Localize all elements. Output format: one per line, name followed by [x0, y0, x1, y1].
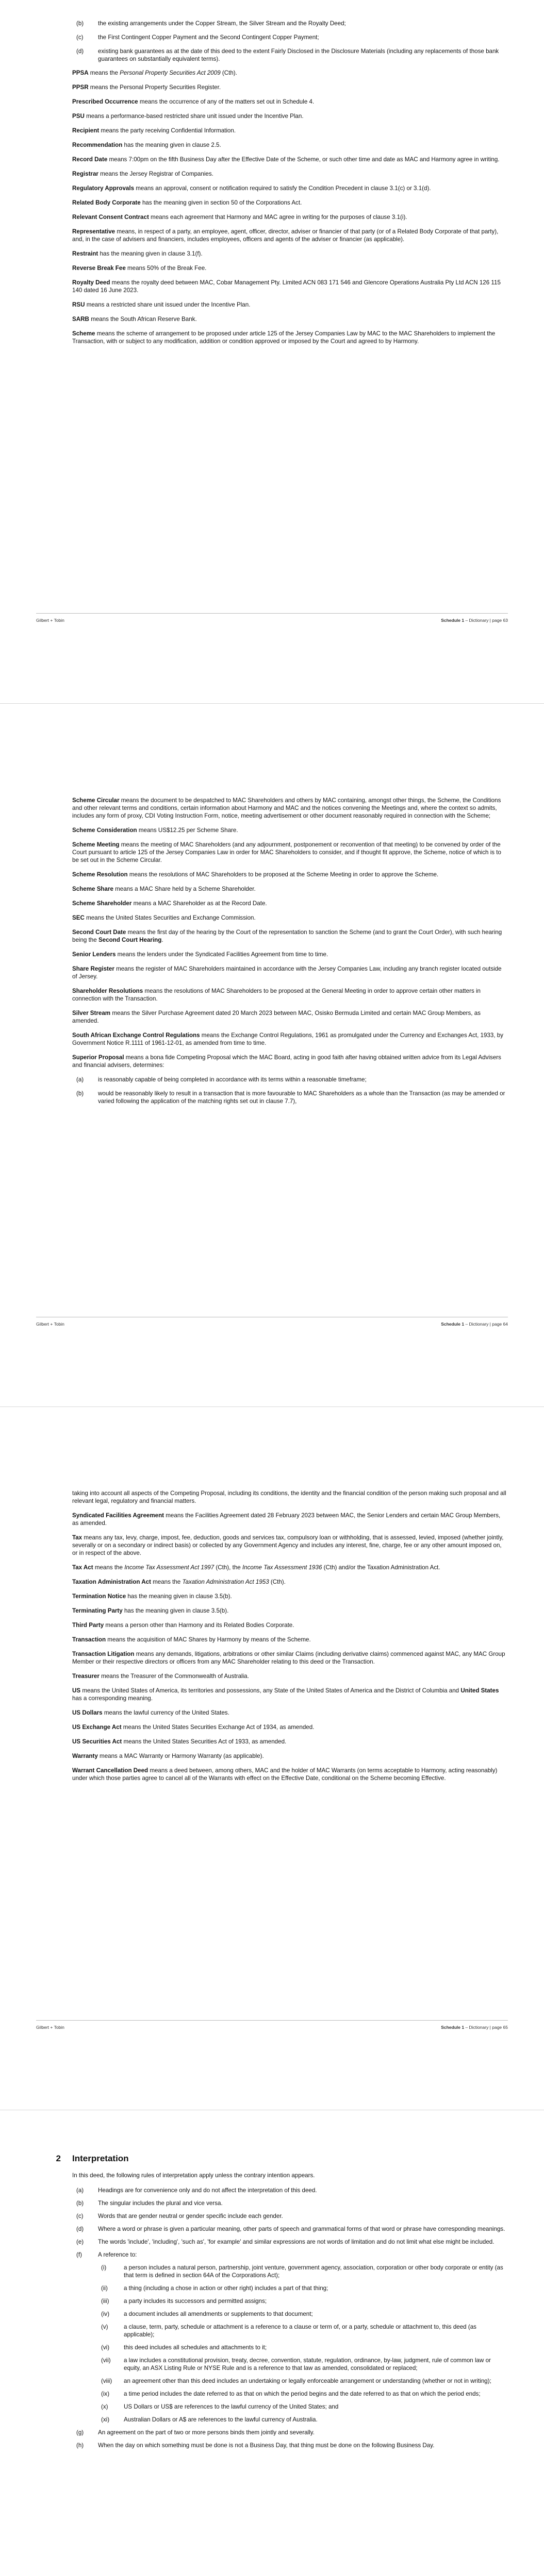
- list-subitem: (iv) a document includes all amendments or supplements to that document;: [101, 2311, 313, 2317]
- definition: Tax Act means the Income Tax Assessment Act 1997 (Cth), the Income Tax Assessment 1936 (Cth) and/or the Taxation Administration Act.: [72, 1564, 440, 1571]
- definition: Superior Proposal means a bona fide Competing Proposal which the MAC Board, acting in good faith after having obtained written advice from its Legal Advisers and financial advisers, determines:: [72, 1054, 501, 1069]
- list-item: (d) Where a word or phrase is given a particular meaning, other parts of speech and grammatical forms of that word or phrase have corresponding meanings.: [76, 2226, 505, 2232]
- section-heading: [28, 2155, 508, 2162]
- definition: RSU means a restricted share unit issued under the Incentive Plan.: [72, 301, 251, 308]
- definition: Registrar means the Jersey Registrar of Companies.: [72, 171, 213, 177]
- definition: South African Exchange Control Regulations means the Exchange Control Regulations, 1961 as promulgated under the Currency and Exchanges Act, 1933, by Government Notice R.1111 of 1961-12-01, as amended from time to time.: [72, 1032, 504, 1046]
- footer-firm: Gilbert + Tobin: [36, 618, 64, 623]
- list-item: (a) Headings are for convenience only and do not affect the interpretation of this deed.: [76, 2187, 317, 2194]
- definition: Shareholder Resolutions means the resolutions of MAC Shareholders to be proposed at the General Meeting in order to approve certain other matters in connection with the Transaction.: [72, 988, 481, 1002]
- document-page-66: [0, 2110, 544, 2576]
- definition: PPSR means the Personal Property Securities Register.: [72, 84, 221, 91]
- section-title: Interpretation: [72, 2154, 129, 2163]
- definition: Tax means any tax, levy, charge, impost, fee, deduction, goods and services tax, compulsory loan or withholding, that is assessed, levied, imposed (whether jointly, severally or on a secondary or indirect basis) or collected by any Government Agency and includes any interest, fine, charge, fee or any other amount imposed on, or in respect of the above.: [72, 1534, 504, 1556]
- list-subitem: (viii) an agreement other than this deed includes an undertaking or legally enforceable arrangement or understanding (whether or not in writing);: [101, 2378, 491, 2384]
- footer-firm: Gilbert + Tobin: [36, 2025, 64, 2030]
- definition: Scheme Consideration means US$12.25 per Scheme Share.: [72, 827, 238, 834]
- definition: Scheme Share means a MAC Share held by a Scheme Shareholder.: [72, 886, 256, 892]
- definition: SARB means the South African Reserve Bank.: [72, 316, 197, 323]
- list-subitem: (vii) a law includes a constitutional provision, treaty, decree, convention, statute, regulation, ordinance, by-law, judgment, rule of common law or equity, an ASX Listing Rule or NYSE Rule and is a reference to that law as amended, consolidated or replaced;: [101, 2357, 491, 2371]
- definition: US Dollars means the lawful currency of the United States.: [72, 1709, 229, 1716]
- footer-page-ref: Schedule 1 – Dictionary | page 65: [441, 2025, 508, 2030]
- document-page-64: [0, 703, 544, 1406]
- definition: Restraint has the meaning given in clause 3.1(f).: [72, 250, 203, 257]
- list-item: (e) The words 'include', 'including', 'such as', 'for example' and similar expressions are not words of limitation and do not limit what else might be included.: [76, 2239, 494, 2245]
- definition: Second Court Date means the first day of the hearing by the Court of the representation to sanction the Scheme (and to grant the Court Order), with such hearing being the Second Court Hearing.: [72, 929, 502, 943]
- section-intro: In this deed, the following rules of interpretation apply unless the contrary intention appears.: [72, 2172, 315, 2179]
- page-footer: [36, 613, 508, 623]
- definition: Regulatory Approvals means an approval, consent or notification required to satisfy the Condition Precedent in clause 3.1(c) or 3.1(d).: [72, 185, 431, 192]
- list-subitem: (xi) Australian Dollars or A$ are references to the lawful currency of Australia.: [101, 2416, 318, 2423]
- definition: Representative means, in respect of a party, an employee, agent, officer, director, adviser or financier of that party (or of a Related Body Corporate of that party), and, in the case of advisers and financiers, includes employees, officers and agents of the adviser or financier (as applicable).: [72, 228, 499, 243]
- list-item: (f) A reference to:: [76, 2251, 137, 2258]
- list-subitem: (v) a clause, term, party, schedule or attachment is a reference to a clause or term of, or a party, schedule or attachment to, this deed (as applicable);: [101, 2324, 476, 2338]
- list-item: (d) existing bank guarantees as at the date of this deed to the extent Fairly Disclosed in the Disclosure Materials (including any replacements of those bank guarantees on substantially equivalent terms).: [76, 48, 499, 62]
- footer-page-ref: Schedule 1 – Dictionary | page 64: [441, 1321, 508, 1327]
- definition: Recommendation has the meaning given in clause 2.5.: [72, 142, 221, 148]
- definition: Reverse Break Fee means 50% of the Break Fee.: [72, 265, 207, 272]
- definition: Taxation Administration Act means the Taxation Administration Act 1953 (Cth).: [72, 1579, 286, 1585]
- document-page-65: [0, 1406, 544, 2110]
- list-item: (g) An agreement on the part of two or more persons binds them jointly and severally.: [76, 2429, 315, 2436]
- definition: PSU means a performance-based restricted share unit issued under the Incentive Plan.: [72, 113, 304, 120]
- definition: Record Date means 7:00pm on the fifth Business Day after the Effective Date of the Scheme, or such other time and date as MAC and Harmony agree in writing.: [72, 156, 500, 163]
- list-item: (b) the existing arrangements under the Copper Stream, the Silver Stream and the Royalty Deed;: [76, 20, 346, 27]
- footer-page-ref: Schedule 1 – Dictionary | page 63: [441, 618, 508, 623]
- list-subitem: (x) US Dollars or US$ are references to the lawful currency of the United States; and: [101, 2403, 339, 2410]
- definition: Scheme Meeting means the meeting of MAC Shareholders (and any adjournment, postponement or reconvention of that meeting) to be convened by order of the Court pursuant to article 125 of the Jersey Companies Law in order for MAC Shareholders to consider, and if thought fit approve, the Scheme, notice of which is to be set out in the Scheme Circular.: [72, 841, 501, 863]
- definition: US Exchange Act means the United States Securities Exchange Act of 1934, as amended.: [72, 1724, 315, 1731]
- list-item: (h) When the day on which something must be done is not a Business Day, that thing must be done on the following Business Day.: [76, 2442, 435, 2449]
- definition: Terminating Party has the meaning given in clause 3.5(b).: [72, 1607, 229, 1614]
- definition-continuation: taking into account all aspects of the Competing Proposal, including its conditions, the identity and the financial condition of the person making such proposal and all relevant legal, regulatory and financial matters.: [72, 1490, 506, 1504]
- list-item: (b) The singular includes the plural and vice versa.: [76, 2200, 223, 2207]
- page-footer: [36, 2020, 508, 2030]
- definition: PPSA means the Personal Property Securities Act 2009 (Cth).: [72, 70, 237, 76]
- definition: Treasurer means the Treasurer of the Commonwealth of Australia.: [72, 1673, 249, 1680]
- list-subitem: (vi) this deed includes all schedules and attachments to it;: [101, 2344, 267, 2351]
- definition: Syndicated Facilities Agreement means the Facilities Agreement dated 28 February 2023 between MAC, the Senior Lenders and certain MAC Group Members, as amended.: [72, 1512, 501, 1527]
- definition: Share Register means the register of MAC Shareholders maintained in accordance with the Jersey Companies Law, including any branch register located outside of Jersey.: [72, 965, 502, 980]
- definition: SEC means the United States Securities and Exchange Commission.: [72, 914, 256, 921]
- definition: Warranty means a MAC Warranty or Harmony Warranty (as applicable).: [72, 1753, 264, 1759]
- section-number: 2: [56, 2154, 61, 2163]
- list-subitem: (ix) a time period includes the date referred to as that on which the period begins and the date referred to as that on which the period ends;: [101, 2391, 481, 2397]
- definition: Recipient means the party receiving Confidential Information.: [72, 127, 236, 134]
- definition: Transaction means the acquisition of MAC Shares by Harmony by means of the Scheme.: [72, 1636, 311, 1643]
- definition: Warrant Cancellation Deed means a deed between, among others, MAC and the holder of MAC Warrants (on terms acceptable to Harmony, acting reasonably) under which those parties agree to cancel all of the Warrants with effect on the Effective Date, conditional on the Scheme becoming Effective.: [72, 1767, 498, 1782]
- definition: Silver Stream means the Silver Purchase Agreement dated 20 March 2023 between MAC, Osisko Bermuda Limited and certain MAC Group Members, as amended.: [72, 1010, 481, 1024]
- list-subitem: (iii) a party includes its successors and permitted assigns;: [101, 2298, 267, 2304]
- definition: US Securities Act means the United States Securities Act of 1933, as amended.: [72, 1738, 287, 1745]
- list-item: (c) the First Contingent Copper Payment and the Second Contingent Copper Payment;: [76, 34, 319, 41]
- definition: Relevant Consent Contract means each agreement that Harmony and MAC agree in writing for the purposes of clause 3.1(i).: [72, 214, 407, 221]
- definition: Scheme Circular means the document to be despatched to MAC Shareholders and others by MAC containing, amongst other things, the Scheme, the Conditions and other relevant terms and conditions, certain information about Harmony and MAC and the notices convening the Meetings and, where the context so admits, includes any form of proxy, CDI Voting Instruction Form, notice, meeting advertisement or other document reasonably required in connection with the Scheme;: [72, 797, 501, 819]
- document-page-63: [0, 0, 544, 703]
- page-footer: [36, 1317, 508, 1327]
- definition: Scheme Shareholder means a MAC Shareholder as at the Record Date.: [72, 900, 267, 907]
- footer-firm: Gilbert + Tobin: [36, 1321, 64, 1327]
- list-item: (b) would be reasonably likely to result in a transaction that is more favourable to MAC Shareholders as a whole than the Transaction (as may be amended or varied following the application of the matching rights set out in clause 7.7),: [76, 1090, 505, 1105]
- definition: Transaction Litigation means any demands, litigations, arbitrations or other similar Claims (including derivative claims) commenced against MAC, any MAC Group Member or their respective directors or officers from any MAC Shareholder relating to this deed or the Transaction.: [72, 1651, 505, 1665]
- list-subitem: (ii) a thing (including a chose in action or other right) includes a part of that thing;: [101, 2285, 328, 2292]
- definition: Termination Notice has the meaning given in clause 3.5(b).: [72, 1593, 232, 1600]
- list-item: (c) Words that are gender neutral or gender specific include each gender.: [76, 2213, 283, 2219]
- definition: Senior Lenders means the lenders under the Syndicated Facilities Agreement from time to time.: [72, 951, 328, 958]
- definition: Scheme Resolution means the resolutions of MAC Shareholders to be proposed at the Scheme Meeting in order to approve the Scheme.: [72, 871, 439, 878]
- definition: Scheme means the scheme of arrangement to be proposed under article 125 of the Jersey Companies Law by MAC to the MAC Shareholders to implement the Transaction, with or subject to any modification, addition or condition approved or imposed by the Court and agreed to by Harmony.: [72, 330, 496, 345]
- definition: Royalty Deed means the royalty deed between MAC, Cobar Management Pty. Limited ACN 083 171 546 and Glencore Operations Australia Pty Ltd ACN 126 115 140 dated 16 June 2023.: [72, 279, 501, 294]
- definition: Prescribed Occurrence means the occurrence of any of the matters set out in Schedule 4.: [72, 98, 315, 105]
- definition: Third Party means a person other than Harmony and its Related Bodies Corporate.: [72, 1622, 294, 1629]
- definition: US means the United States of America, its territories and possessions, any State of the United States of America and the District of Columbia and United States has a corresponding meaning.: [72, 1687, 499, 1702]
- definition: Related Body Corporate has the meaning given in section 50 of the Corporations Act.: [72, 199, 302, 206]
- list-item: (a) is reasonably capable of being completed in accordance with its terms within a reasonable timeframe;: [76, 1076, 367, 1083]
- list-subitem: (i) a person includes a natural person, partnership, joint venture, government agency, association, corporation or other body corporate or entity (as that term is defined in section 64A of the Corporations Act);: [101, 2264, 503, 2279]
